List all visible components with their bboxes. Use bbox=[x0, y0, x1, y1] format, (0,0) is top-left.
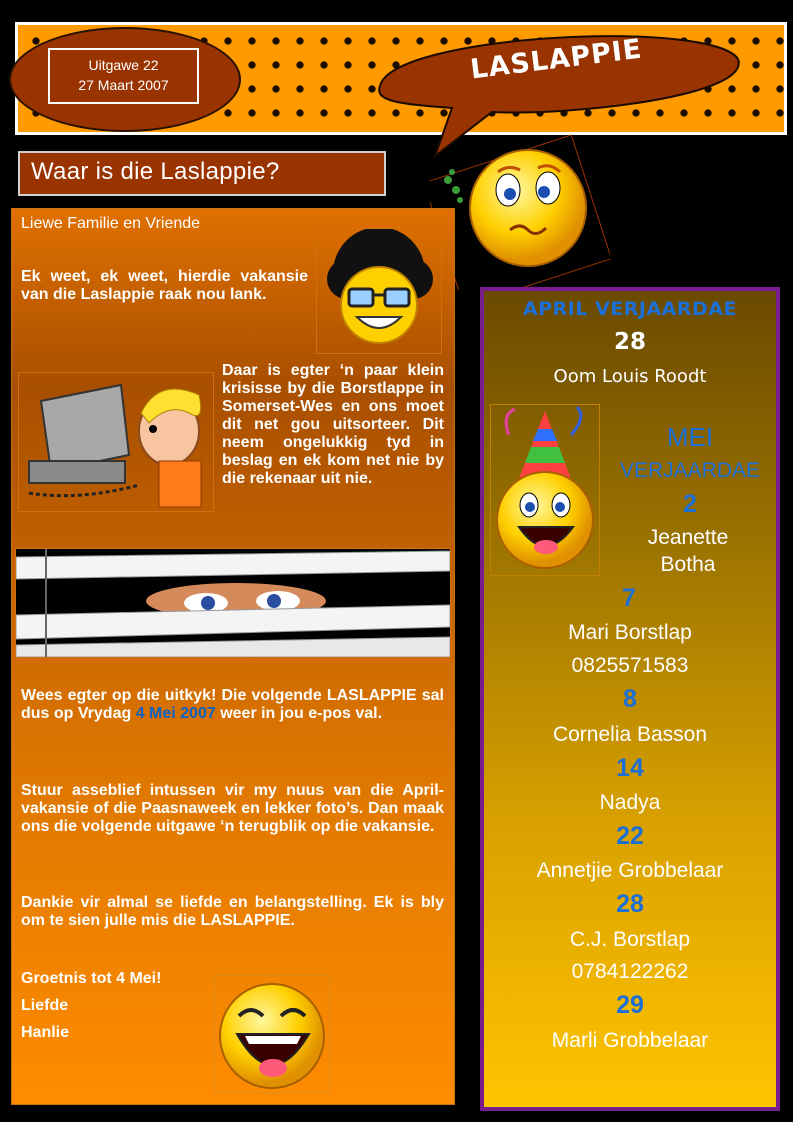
may-day: 14 bbox=[616, 754, 644, 782]
closing-love: Liefde bbox=[21, 997, 69, 1014]
may-name: Marli Grobbelaar bbox=[551, 1029, 709, 1052]
may-name: C.J. Borstlap bbox=[569, 928, 691, 951]
laughing-smiley-frame bbox=[214, 975, 330, 1093]
may-phone: 0825571583 bbox=[571, 654, 689, 677]
may-title-2: VERJAARDAE bbox=[619, 459, 761, 482]
issue-box bbox=[48, 48, 199, 104]
paragraph-4: Stuur asseblief intussen vir my nuus van die April-vakansie of die Paasnaweek en lekker foto’s. Dan maak ons die volgende uitgawe ‘n terugblik op die vakansie. bbox=[21, 782, 444, 835]
paragraph-3-start: Wees egter op die uitkyk! Die volgende LASLAPPIE sal dus op Vrydag bbox=[21, 687, 444, 722]
glasses-smiley-frame bbox=[316, 228, 442, 354]
greeting: Liewe Familie en Vriende bbox=[21, 215, 201, 232]
may-name: Mari Borstlap bbox=[568, 621, 692, 644]
issue-number: Uitgawe 22 bbox=[88, 57, 159, 73]
may-phone: 0784122262 bbox=[571, 960, 689, 983]
may-name: Cornelia Basson bbox=[552, 723, 708, 746]
april-birthdays-title: APRIL VERJAARDAE bbox=[523, 298, 737, 320]
may-day: 28 bbox=[616, 890, 644, 918]
worried-smiley-icon bbox=[430, 120, 610, 290]
may-name: Botha bbox=[660, 553, 716, 576]
paragraph-3-end: weer in jou e-pos val. bbox=[215, 705, 383, 722]
page-heading: Waar is die Laslappie? bbox=[18, 151, 386, 196]
laughing-smiley-icon bbox=[215, 976, 329, 1092]
paragraph-5: Dankie vir almal se liefde en belangstelling. Ek is bly om te sien julle mis die LASLAPPIE. bbox=[21, 894, 444, 929]
april-name: Oom Louis Roodt bbox=[553, 366, 707, 387]
glasses-smiley-icon bbox=[317, 229, 441, 353]
issue-date: 27 Maart 2007 bbox=[78, 77, 169, 93]
blinds-peek-frame bbox=[15, 548, 451, 658]
peeking-eyes-icon bbox=[16, 549, 450, 657]
paragraph-2: Daar is egter ‘n paar klein krisisse by die Borstlappe in Somerset-Wes en ons moet dit net gou uitsorteer. Dit neem ongelukkig tyd in beslag en ek kom net nie by die rekenaar uit nie. bbox=[222, 362, 444, 487]
party-smiley-frame bbox=[490, 404, 600, 576]
may-day: 7 bbox=[622, 584, 636, 612]
may-name: Annetjie Grobbelaar bbox=[536, 859, 724, 882]
paragraph-1: Ek weet, ek weet, hierdie vakansie van die Laslappie raak nou lank. bbox=[21, 268, 308, 303]
next-issue-date: 4 Mei 2007 bbox=[135, 705, 216, 722]
may-day: 29 bbox=[616, 991, 644, 1019]
computer-boy-frame bbox=[18, 372, 214, 512]
computer-boy-icon bbox=[19, 373, 213, 511]
signature-name: Hanlie bbox=[21, 1024, 70, 1041]
may-title-1: MEI bbox=[666, 422, 714, 452]
may-day: 8 bbox=[623, 685, 637, 713]
closing-greeting: Groetnis tot 4 Mei! bbox=[21, 970, 162, 987]
may-day: 2 bbox=[683, 490, 697, 518]
may-name: Nadya bbox=[599, 791, 661, 814]
paragraph-3 bbox=[21, 687, 444, 723]
party-smiley-icon bbox=[491, 405, 599, 575]
newsletter-title: LASLAPPIE bbox=[468, 33, 644, 86]
may-name: Jeanette bbox=[647, 526, 729, 549]
april-day: 28 bbox=[613, 329, 646, 355]
may-day: 22 bbox=[616, 822, 644, 850]
